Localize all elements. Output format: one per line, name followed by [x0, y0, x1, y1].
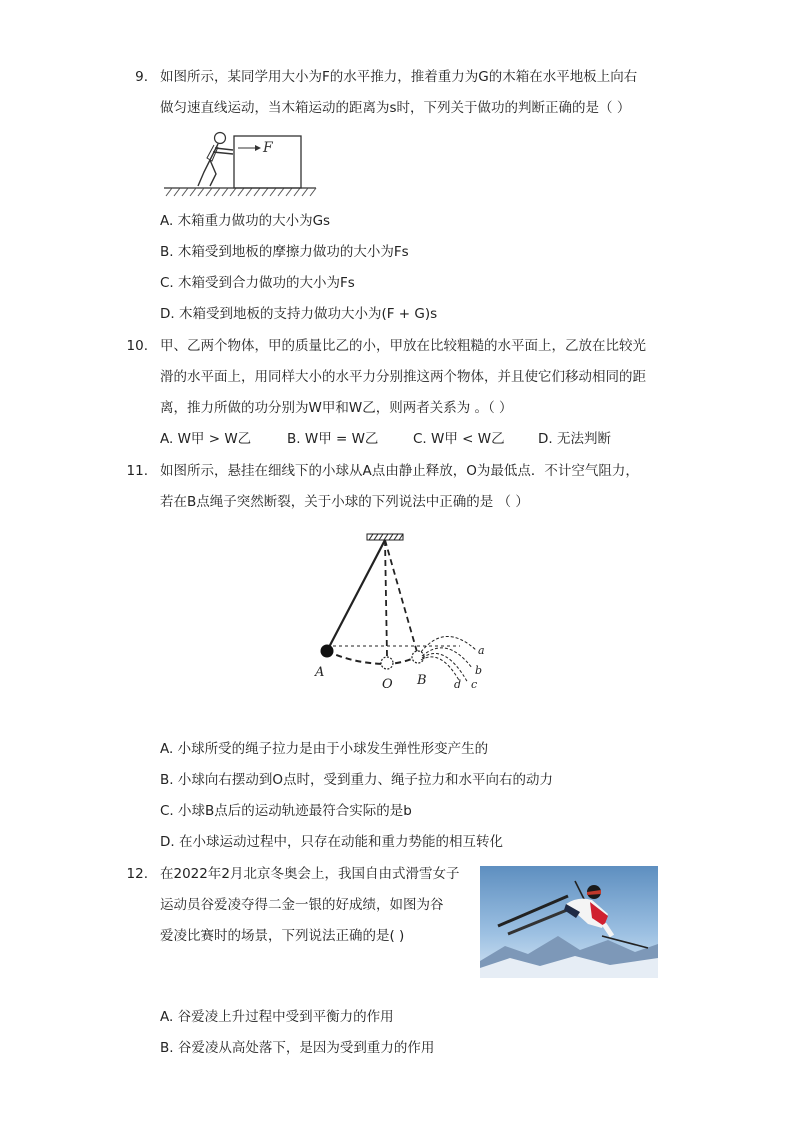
- q11-option-a: A. 小球所受的绳子拉力是由于小球发生弹性形变产生的: [160, 741, 489, 757]
- q12-number: 12.: [126, 866, 148, 882]
- skier-photo: [480, 866, 658, 978]
- q10-option-b: B. W甲 = W乙: [287, 431, 379, 447]
- q10-number: 10.: [126, 338, 148, 354]
- label-traj-d: d: [454, 678, 462, 691]
- q11-option-b: B. 小球向右摆动到O点时，受到重力、绳子拉力和水平向右的动力: [160, 772, 553, 788]
- q12-stem-line2: 运动员谷爱凌夺得二金一银的好成绩，如图为谷: [160, 897, 444, 913]
- q12-stem-line1: 在2022年2月北京冬奥会上，我国自由式滑雪女子: [160, 866, 460, 882]
- ball-a-shape: [321, 645, 334, 658]
- q9-number: 9.: [135, 69, 148, 85]
- label-traj-c: c: [471, 678, 478, 691]
- q9-stem-line1: 如图所示，某同学用大小为F的水平推力，推着重力为G的木箱在水平地板上向右: [160, 69, 638, 85]
- q10-option-c: C. W甲 < W乙: [413, 431, 505, 447]
- q10-stem-line1: 甲、乙两个物体，甲的质量比乙的小，甲放在比较粗糙的水平面上，乙放在比较光: [160, 338, 646, 354]
- q12-stem-line3: 爱凌比赛时的场景，下列说法正确的是( ): [160, 928, 405, 944]
- label-o: O: [382, 677, 393, 692]
- label-traj-b: b: [475, 664, 483, 677]
- q9-stem-line2: 做匀速直线运动，当木箱运动的距离为s时，下列关于做功的判断正确的是（ ）: [160, 100, 631, 116]
- q10-stem-line2: 滑的水平面上，用同样大小的水平力分别推这两个物体，并且使它们移动相同的距: [160, 369, 646, 385]
- label-traj-a: a: [478, 644, 485, 657]
- label-b: B: [417, 673, 427, 688]
- q12-option-b: B. 谷爱凌从高处落下，是因为受到重力的作用: [160, 1040, 435, 1056]
- q9-option-a: A. 木箱重力做功的大小为Gs: [160, 213, 331, 229]
- q9-figure-pushing-box: [160, 128, 320, 198]
- q10-stem-line3: 离，推力所做的功分别为W甲和W乙，则两者关系为 。（ ）: [160, 400, 513, 416]
- q11-option-d: D. 在小球运动过程中，只存在动能和重力势能的相互转化: [160, 834, 503, 850]
- q11-option-c: C. 小球B点后的运动轨迹最符合实际的是b: [160, 803, 412, 819]
- q9-option-c: C. 木箱受到合力做功的大小为Fs: [160, 275, 355, 291]
- force-label: F: [263, 140, 273, 156]
- q10-option-d: D. 无法判断: [538, 431, 611, 447]
- q11-stem-line2: 若在B点绳子突然断裂，关于小球的下列说法中正确的是 （ ）: [160, 494, 529, 510]
- q12-option-a: A. 谷爱凌上升过程中受到平衡力的作用: [160, 1009, 394, 1025]
- q11-stem-line1: 如图所示，悬挂在细线下的小球从A点由静止释放，O为最低点．不计空气阻力，: [160, 463, 639, 479]
- q11-figure-pendulum: [300, 530, 500, 695]
- q9-option-b: B. 木箱受到地板的摩擦力做功的大小为Fs: [160, 244, 409, 260]
- q10-option-a: A. W甲 > W乙: [160, 431, 252, 447]
- q9-option-d: D. 木箱受到地板的支持力做功大小为(F + G)s: [160, 306, 438, 322]
- q11-number: 11.: [126, 463, 148, 479]
- label-a: A: [315, 665, 325, 680]
